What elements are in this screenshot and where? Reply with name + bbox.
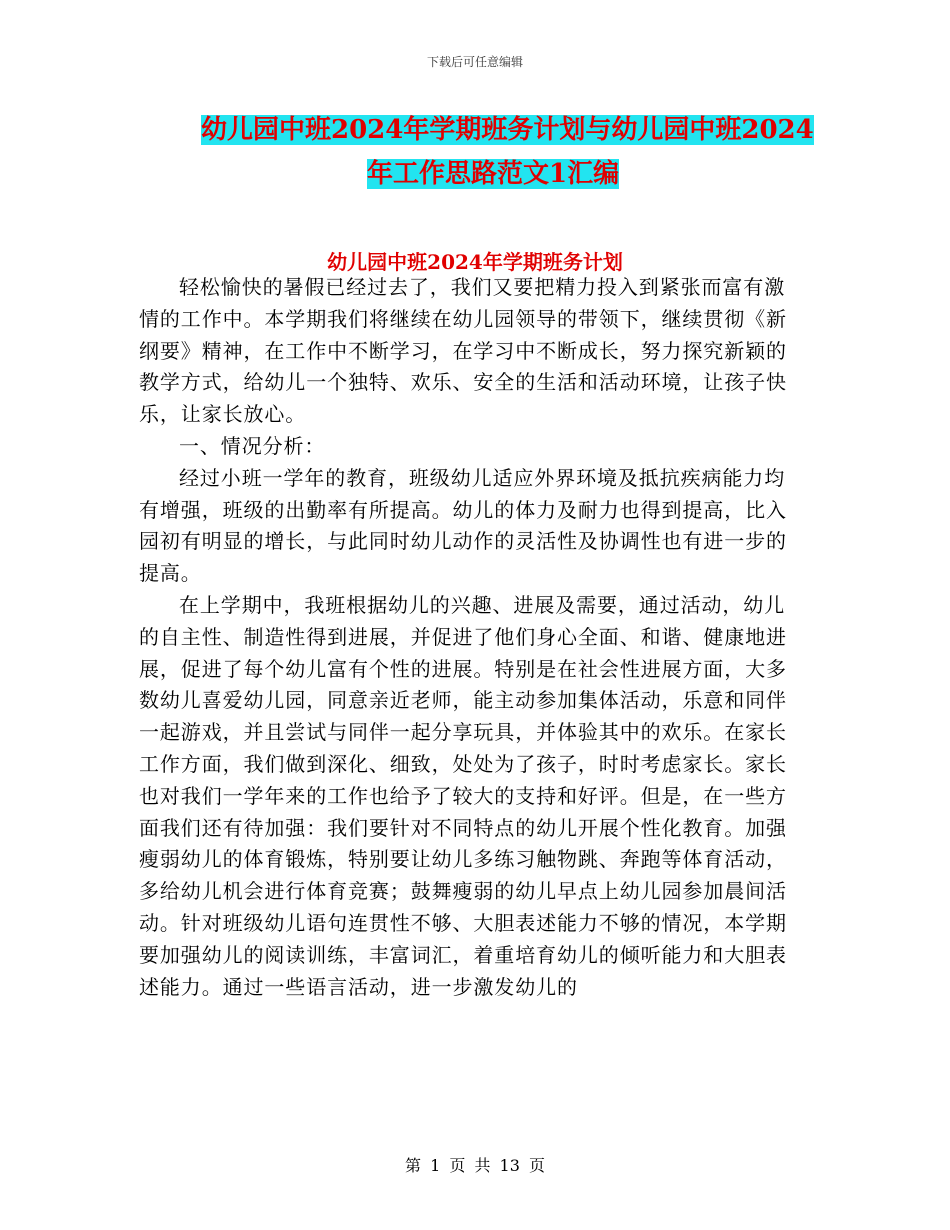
title-highlight: 幼儿园中班2024年学期班务计划与幼儿园中班2024: [201, 115, 814, 145]
paragraph-situation: 经过小班一学年的教育，班级幼儿适应外界环境及抵抗疾病能力均有增强，班级的出勤率有所提高。幼儿的体力及耐力也得到提高，比入园初有明显的增长，与此同时幼儿动作的灵活性及协调性也有进一步的提高。: [139, 465, 787, 586]
document-body: [139, 272, 805, 1003]
document-title: [145, 108, 845, 196]
paragraph-intro: 轻松愉快的暑假已经过去了，我们又要把精力投入到紧张而富有激情的工作中。本学期我们将继续在幼儿园领导的带领下，继续贯彻《新纲要》精神，在工作中不断学习，在学习中不断成长，努力探究新颖的教学方式，给幼儿一个独特、欢乐、安全的生活和活动环境，让孩子快乐，让家长放心。: [139, 275, 787, 427]
heading-situation-analysis: 一、情况分析：: [179, 433, 326, 458]
title-highlight: 年工作思路范文1汇编: [367, 159, 620, 189]
page-header-note: 下载后可任意编辑: [426, 55, 523, 69]
document-title-line-1: [145, 108, 845, 152]
document-title-line-2: [145, 152, 845, 196]
page-number: 第 1 页 共 13 页: [405, 1156, 545, 1175]
section-title: 幼儿园中班2024年学期班务计划: [327, 250, 623, 274]
paragraph-last-semester: 在上学期中，我班根据幼儿的兴趣、进展及需要，通过活动，幼儿的自主性、制造性得到进展，并促进了他们身心全面、和谐、健康地进展，促进了每个幼儿富有个性的进展。特别是在社会性进展方面，大多数幼儿喜爱幼儿园，同意亲近老师，能主动参加集体活动，乐意和同伴一起游戏，并且尝试与同伴一起分享玩具，并体验其中的欢乐。在家长工作方面，我们做到深化、细致，处处为了孩子，时时考虑家长。家长也对我们一学年来的工作也给予了较大的支持和好评。但是，在一些方面我们还有待加强：我们要针对不同特点的幼儿开展个性化教育。加强瘦弱幼儿的体育锻炼，特别要让幼儿多练习触物跳、奔跑等体育活动，多给幼儿机会进行体育竞赛；鼓舞瘦弱的幼儿早点上幼儿园参加晨间活动。针对班级幼儿语句连贯性不够、大胆表述能力不够的情况，本学期要加强幼儿的阅读训练，丰富词汇，着重培育幼儿的倾听能力和大胆表述能力。通过一些语言活动，进一步激发幼儿的: [139, 592, 787, 999]
